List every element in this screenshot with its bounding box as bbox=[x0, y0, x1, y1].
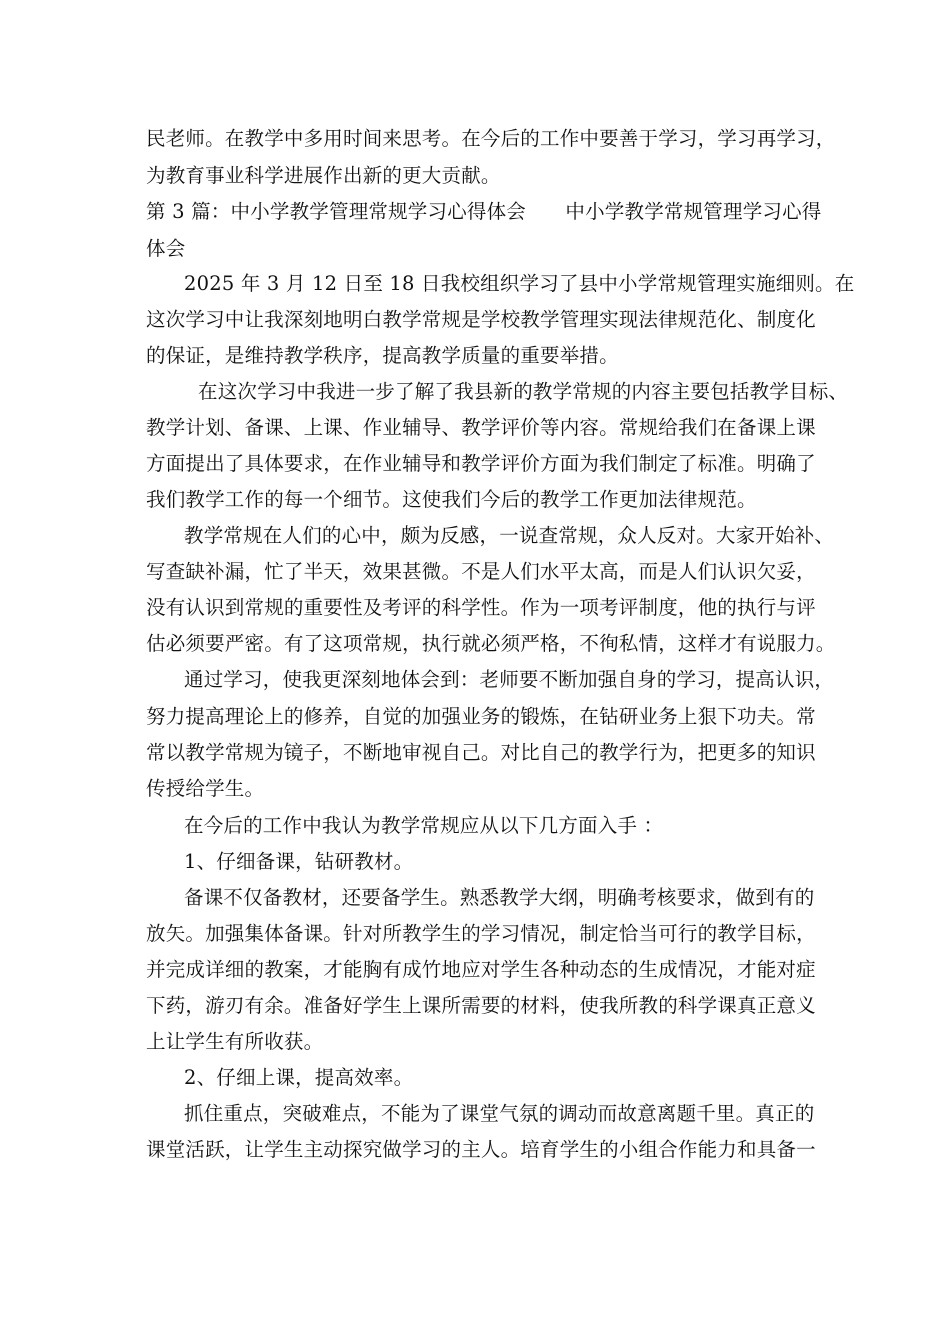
paragraph-line: 并完成详细的教案，才能胸有成竹地应对学生各种动态的生成情况，才能对症 bbox=[146, 958, 816, 981]
section-heading: 第 3 篇：中小学教学管理常规学习心得体会 中小学教学常规管理学习心得 bbox=[146, 200, 822, 223]
paragraph-line: 常以教学常规为镜子，不断地审视自己。对比自己的教学行为，把更多的知识 bbox=[146, 741, 816, 764]
paragraph-line: 下药，游刃有余。准备好学生上课所需要的材料，使我所教的科学课真正意义 bbox=[146, 994, 816, 1017]
paragraph-line: 2025 年 3 月 12 日至 18 日我校组织学习了县中小学常规管理实施细则。在 bbox=[184, 272, 855, 295]
paragraph-line: 放矢。加强集体备课。针对所教学生的学习情况，制定恰当可行的教学目标， bbox=[146, 922, 816, 945]
paragraph-line: 备课不仅备教材，还要备学生。熟悉教学大纲，明确考核要求，做到有的 bbox=[184, 886, 815, 909]
paragraph-line: 通过学习，使我更深刻地体会到：老师要不断加强自身的学习，提高认识， bbox=[184, 668, 835, 691]
paragraph-line: 课堂活跃，让学生主动探究做学习的主人。培育学生的小组合作能力和具备一 bbox=[146, 1138, 816, 1161]
paragraph-line: 我们教学工作的每一个细节。这使我们今后的教学工作更加法律规范。 bbox=[146, 488, 757, 511]
list-heading: 2、仔细上课，提高效率。 bbox=[184, 1066, 414, 1089]
paragraph-line: 写查缺补漏，忙了半天，效果甚微。不是人们水平太高，而是人们认识欠妥， bbox=[146, 560, 816, 583]
text-line: 民老师。在教学中多用时间来思考。在今后的工作中要善于学习，学习再学习， bbox=[146, 127, 836, 150]
paragraph-line: 在这次学习中我进一步了解了我县新的教学常规的内容主要包括教学目标、 bbox=[198, 380, 849, 403]
paragraph-line: 传授给学生。 bbox=[146, 777, 265, 800]
paragraph-line: 这次学习中让我深刻地明白教学常规是学校教学管理实现法律规范化、制度化 bbox=[146, 308, 816, 331]
text-line: 为教育事业科学进展作出新的更大贡献。 bbox=[146, 164, 501, 187]
paragraph-line: 在今后的工作中我认为教学常规应从以下几方面入手 ： bbox=[184, 814, 664, 837]
list-heading: 1、仔细备课，钻研教材。 bbox=[184, 850, 414, 873]
paragraph-line: 教学常规在人们的心中，颇为反感，一说查常规，众人反对。大家开始补、 bbox=[184, 524, 835, 547]
paragraph-line: 抓住重点，突破难点，不能为了课堂气氛的调动而故意离题千里。真正的 bbox=[184, 1102, 815, 1125]
section-heading: 体会 bbox=[146, 237, 186, 260]
paragraph-line: 的保证，是维持教学秩序，提高教学质量的重要举措。 bbox=[146, 344, 619, 367]
paragraph-line: 估必须要严密。有了这项常规，执行就必须严格，不徇私情，这样才有说服力。 bbox=[146, 632, 836, 655]
paragraph-line: 没有认识到常规的重要性及考评的科学性。作为一项考评制度，他的执行与评 bbox=[146, 596, 816, 619]
paragraph-line: 努力提高理论上的修养，自觉的加强业务的锻炼，在钻研业务上狠下功夫。常 bbox=[146, 705, 816, 728]
paragraph-line: 上让学生有所收获。 bbox=[146, 1030, 324, 1053]
paragraph-line: 方面提出了具体要求，在作业辅导和教学评价方面为我们制定了标准。明确了 bbox=[146, 452, 816, 475]
paragraph-line: 教学计划、备课、上课、作业辅导、教学评价等内容。常规给我们在备课上课 bbox=[146, 416, 816, 439]
